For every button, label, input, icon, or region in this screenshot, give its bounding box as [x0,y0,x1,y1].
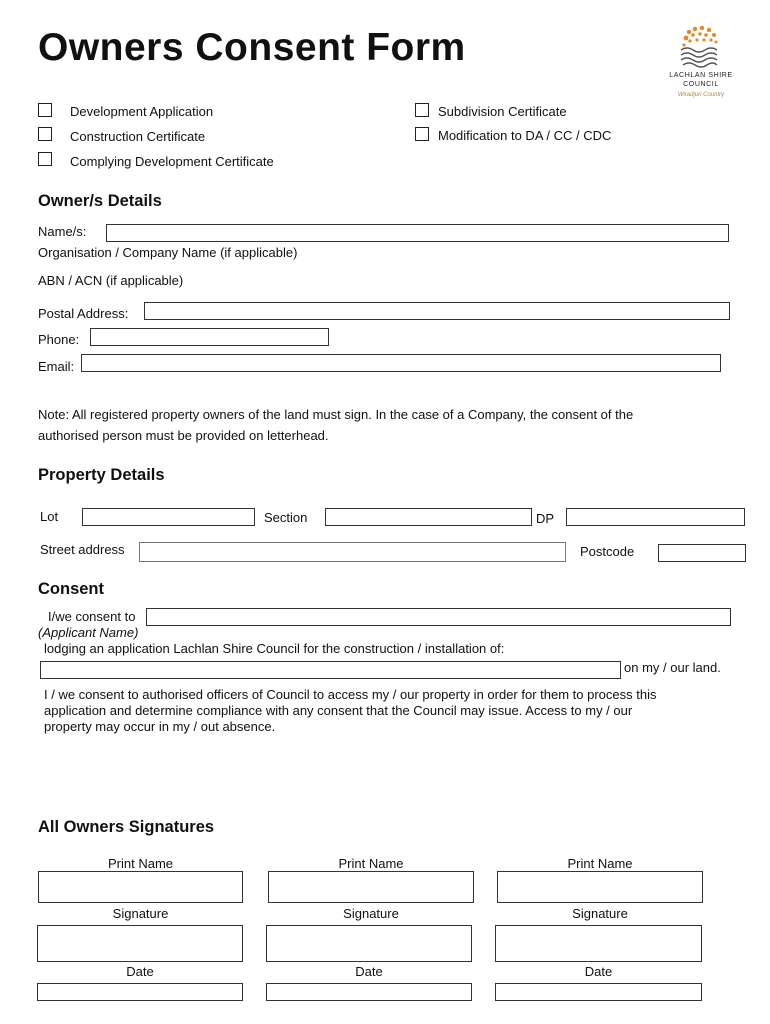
lot-input[interactable] [82,508,255,526]
signatures-heading: All Owners Signatures [38,818,215,836]
print-name-input-3[interactable] [497,871,703,903]
print-name-label-1: Print Name [107,856,174,871]
checkbox-modification[interactable] [415,127,429,141]
date-label-1: Date [126,964,154,979]
checkbox-complying-development-certificate[interactable] [38,152,52,166]
phone-label: Phone: [38,332,80,347]
email-label: Email: [38,359,75,374]
consent-heading: Consent [38,580,104,598]
phone-input[interactable] [90,328,329,346]
lachlan-shire-logo-icon [675,24,725,70]
postcode-label: Postcode [580,544,635,559]
street-address-label: Street address [40,542,125,557]
checkbox-construction-certificate[interactable] [38,127,52,141]
signature-input-2[interactable] [266,925,472,962]
label-complying-development-certificate: Complying Development Certificate [70,154,274,169]
logo-tagline: Wiradjuri Country [677,92,725,98]
signature-input-3[interactable] [495,925,702,962]
checkbox-development-application[interactable] [38,103,52,117]
label-modification: Modification to DA / CC / CDC [438,128,612,143]
lodging-text: lodging an application Lachlan Shire Council for the construction / installation of: [44,641,505,656]
page-title: Owners Consent Form [38,26,466,69]
postal-address-label: Postal Address: [38,306,129,321]
logo-line1: LACHLAN SHIRE [669,72,733,79]
checkbox-subdivision-certificate[interactable] [415,103,429,117]
consent-to-label: I/we consent to [48,609,136,624]
label-construction-certificate: Construction Certificate [70,129,206,144]
section-label: Section [264,510,308,525]
section-input[interactable] [325,508,532,526]
date-input-2[interactable] [266,983,472,1001]
abn-label: ABN / ACN (if applicable) [38,273,184,288]
organisation-label: Organisation / Company Name (if applicable) [38,245,298,260]
dp-input[interactable] [566,508,745,526]
owners-heading: Owner/s Details [38,192,162,210]
access-text-line2: application and determine compliance with any consent that the Council may issue. Access to my / our [44,703,633,718]
land-suffix: on my / our land. [624,660,721,675]
postcode-input[interactable] [658,544,746,562]
date-label-2: Date [355,964,383,979]
label-development-application: Development Application [70,104,214,119]
date-input-3[interactable] [495,983,702,1001]
label-subdivision-certificate: Subdivision Certificate [438,104,567,119]
names-label: Name/s: [38,224,87,239]
names-input[interactable] [106,224,729,242]
logo-line2: COUNCIL [683,81,719,88]
print-name-label-3: Print Name [567,856,633,871]
date-input-1[interactable] [37,983,243,1001]
print-name-input-1[interactable] [38,871,243,903]
construction-details-input[interactable] [40,661,621,679]
owners-note-line1: Note: All registered property owners of the land must sign. In the case of a Company, the consent of the [38,407,634,422]
applicant-name-input[interactable] [146,608,731,626]
council-logo [650,24,752,104]
signature-label-2: Signature [343,906,399,921]
postal-address-input[interactable] [144,302,730,320]
email-input[interactable] [81,354,721,372]
applicant-name-hint: (Applicant Name) [38,625,139,640]
print-name-input-2[interactable] [268,871,474,903]
owners-note-line2: authorised person must be provided on letterhead. [38,428,329,443]
signature-label-3: Signature [572,906,628,921]
access-text-line3: property may occur in my / out absence. [44,719,276,734]
dp-label: DP [536,511,555,526]
print-name-label-2: Print Name [338,856,404,871]
lot-label: Lot [40,509,59,524]
street-address-input[interactable] [139,542,566,562]
date-label-3: Date [584,964,613,979]
signature-label-1: Signature [112,906,169,921]
signature-input-1[interactable] [37,925,243,962]
access-text-line1: I / we consent to authorised officers of Council to access my / our property in order for them to process this [44,687,657,702]
property-heading: Property Details [38,466,165,484]
